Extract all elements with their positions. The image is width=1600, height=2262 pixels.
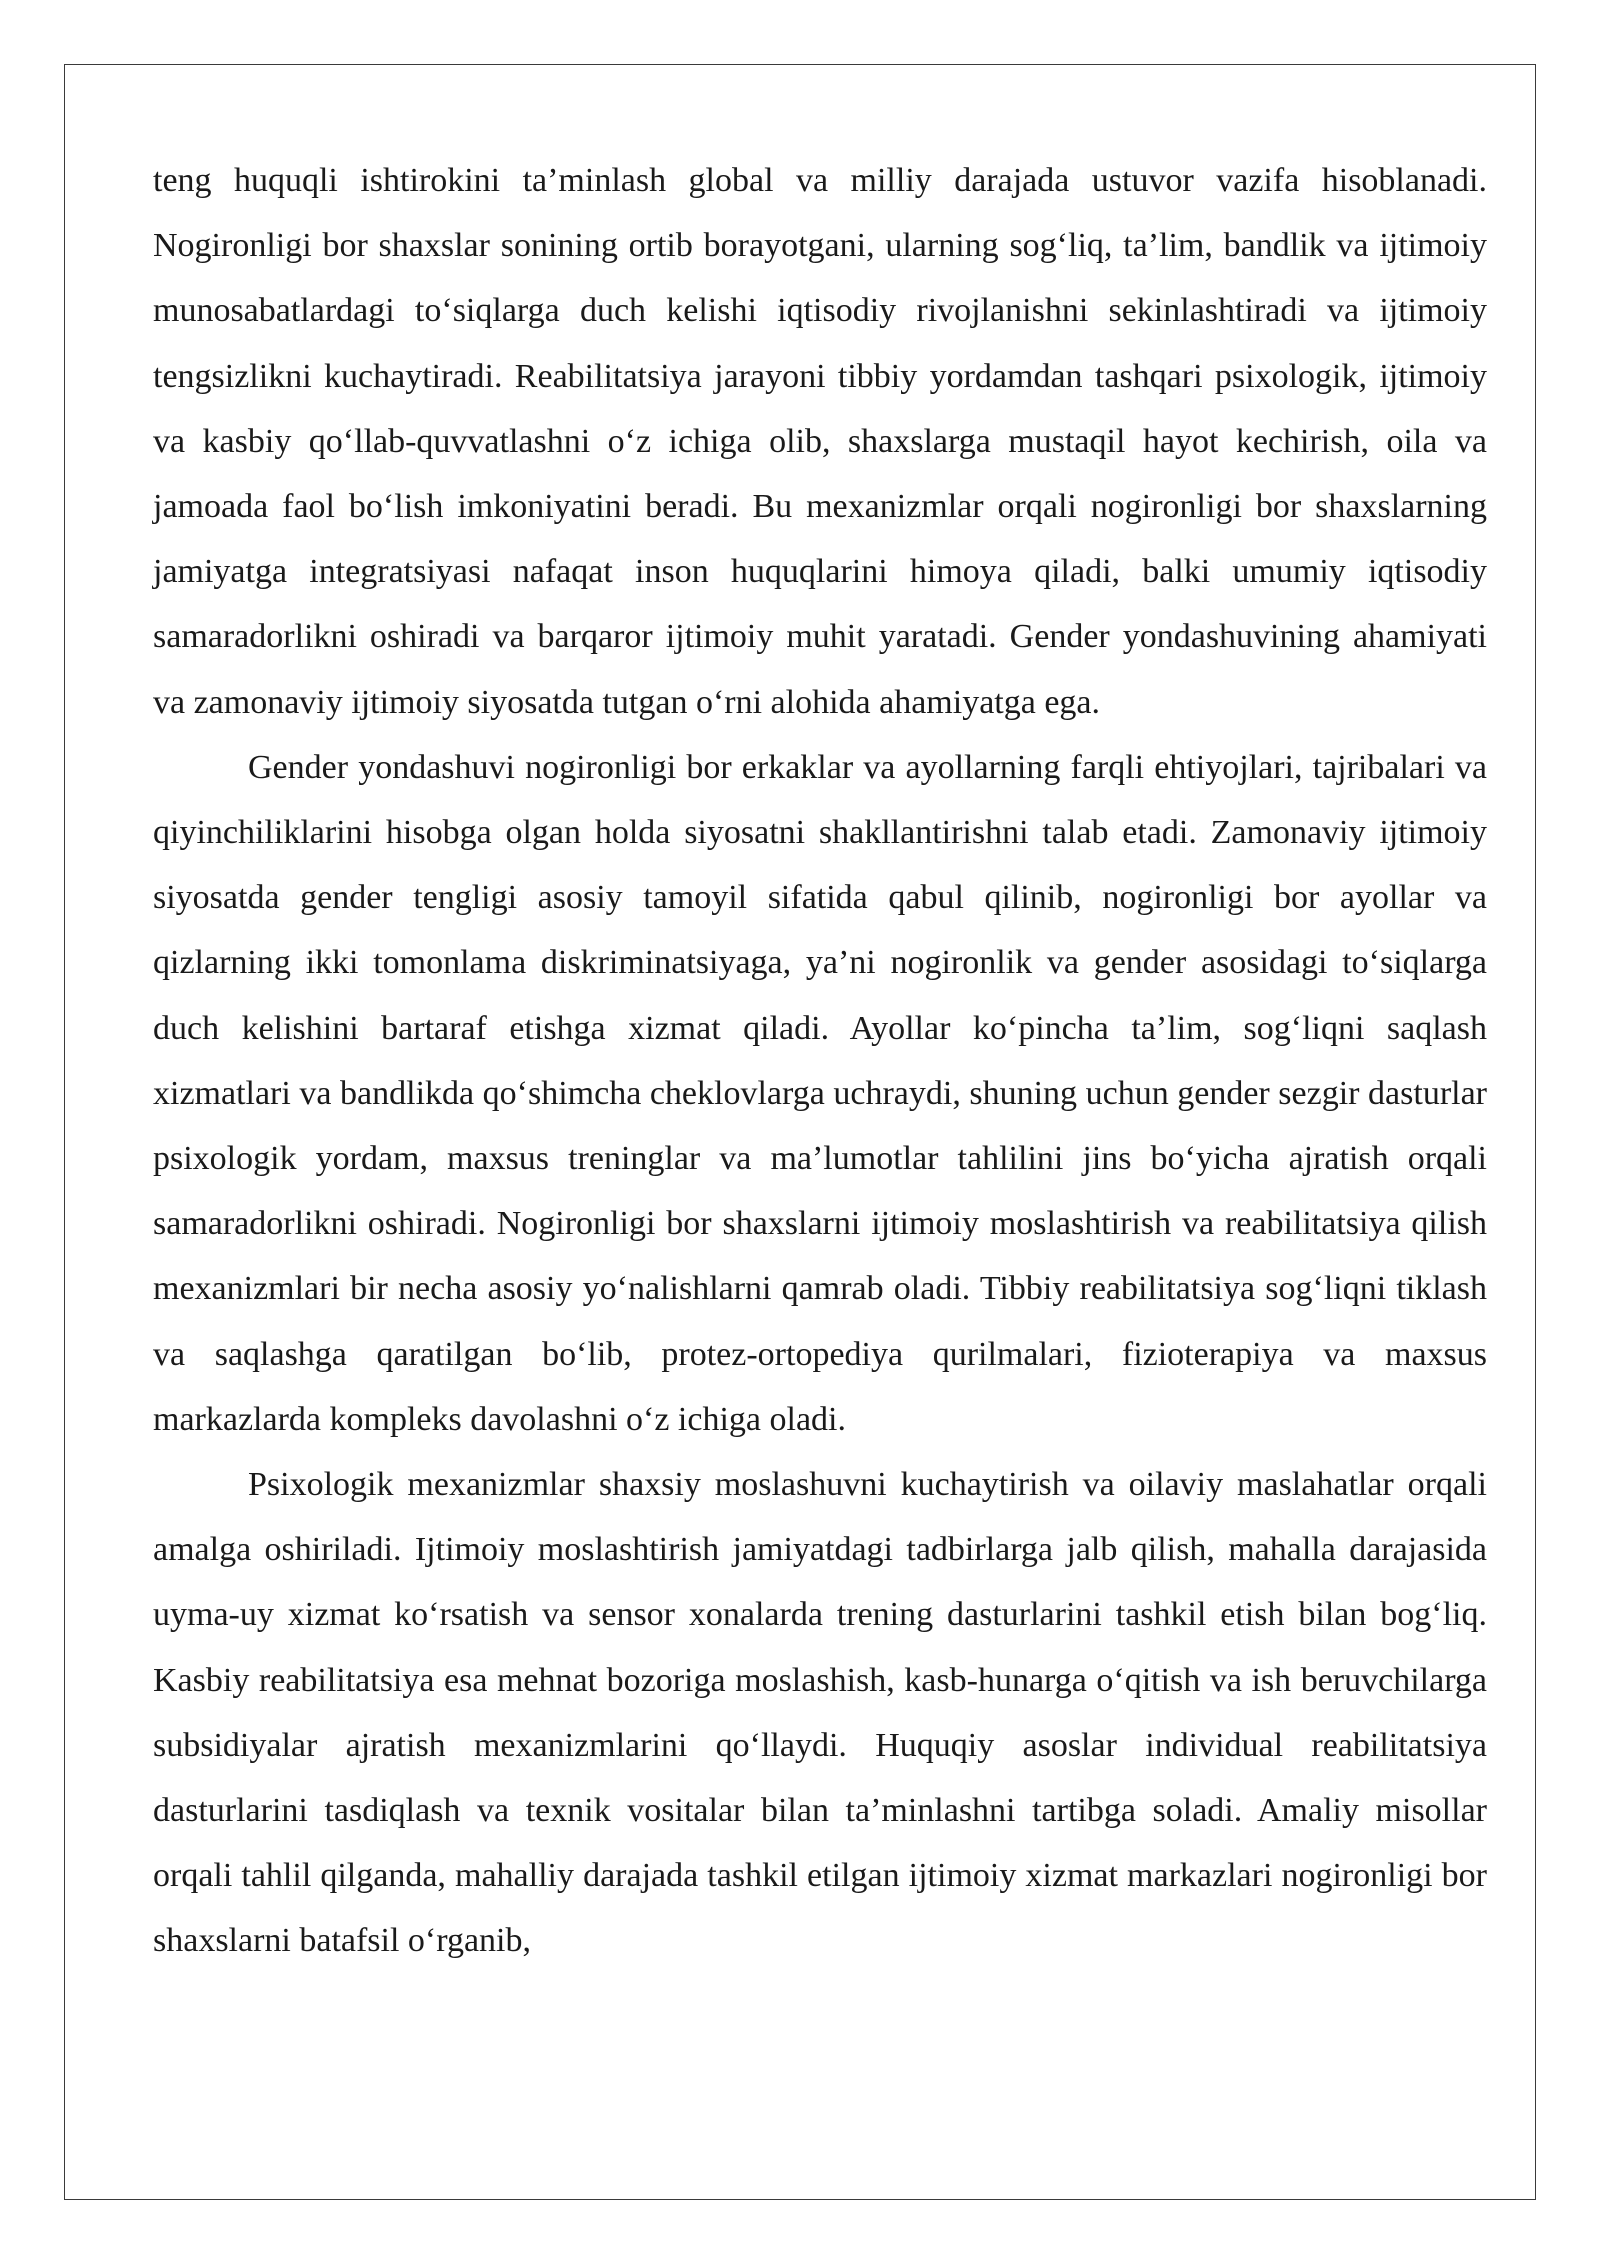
- document-body: [153, 148, 1487, 1974]
- paragraph-3: Psixologik mexanizmlar shaxsiy moslashuvni kuchaytirish va oilaviy maslahatlar orqali amalga oshiriladi. Ijtimoiy moslashtirish jamiyatdagi tadbirlarga jalb qilish, mahalla darajasida uyma-uy xizmat ko‘rsatish va sensor xonalarda trening dasturlarini tashkil etish bilan bog‘liq. Kasbiy reabilitatsiya esa mehnat bozoriga moslashish, kasb-hunarga o‘qitish va ish beruvchilarga subsidiyalar ajratish mexanizmlarini qo‘llaydi. Huquqiy asoslar individual reabilitatsiya dasturlarini tasdiqlash va texnik vositalar bilan ta’minlashni tartibga soladi. Amaliy misollar orqali tahlil qilganda, mahalliy darajada tashkil etilgan ijtimoiy xizmat markazlari nogironligi bor shaxslarni batafsil o‘rganib,: [153, 1466, 1487, 1960]
- paragraph-2: Gender yondashuvi nogironligi bor erkaklar va ayollarning farqli ehtiyojlari, tajribalari va qiyinchiliklarini hisobga olgan holda siyosatni shakllantirishni talab etadi. Zamonaviy ijtimoiy siyosatda gender tengligi asosiy tamoyil sifatida qabul qilinib, nogironligi bor ayollar va qizlarning ikki tomonlama diskriminatsiyaga, ya’ni nogironlik va gender asosidagi to‘siqlarga duch kelishini bartaraf etishga xizmat qiladi. Ayollar ko‘pincha ta’lim, sog‘liqni saqlash xizmatlari va bandlikda qo‘shimcha cheklovlarga uchraydi, shuning uchun gender sezgir dasturlar psixologik yordam, maxsus treninglar va ma’lumotlar tahlilini jins bo‘yicha ajratish orqali samaradorlikni oshiradi. Nogironligi bor shaxslarni ijtimoiy moslashtirish va reabilitatsiya qilish mexanizmlari bir necha asosiy yo‘nalishlarni qamrab oladi. Tibbiy reabilitatsiya sog‘liqni tiklash va saqlashga qaratilgan bo‘lib, protez-ortopediya qurilmalari, fizioterapiya va maxsus markazlarda kompleks davolashni o‘z ichiga oladi.: [153, 748, 1487, 1438]
- paragraph-1: teng huquqli ishtirokini ta’minlash global va milliy darajada ustuvor vazifa hisoblanadi. Nogironligi bor shaxslar sonining ortib borayotgani, ularning sog‘liq, ta’lim, bandlik va ijtimoiy munosabatlardagi to‘siqlarga duch kelishi iqtisodiy rivojlanishni sekinlashtiradi va ijtimoiy tengsizlikni kuchaytiradi. Reabilitatsiya jarayoni tibbiy yordamdan tashqari psixologik, ijtimoiy va kasbiy qo‘llab-quvvatlashni o‘z ichiga olib, shaxslarga mustaqil hayot kechirish, oila va jamoada faol bo‘lish imkoniyatini beradi. Bu mexanizmlar orqali nogironligi bor shaxslarning jamiyatga integratsiyasi nafaqat inson huquqlarini himoya qiladi, balki umumiy iqtisodiy samaradorlikni oshiradi va barqaror ijtimoiy muhit yaratadi. Gender yondashuvining ahamiyati va zamonaviy ijtimoiy siyosatda tutgan o‘rni alohida ahamiyatga ega.: [153, 162, 1487, 721]
